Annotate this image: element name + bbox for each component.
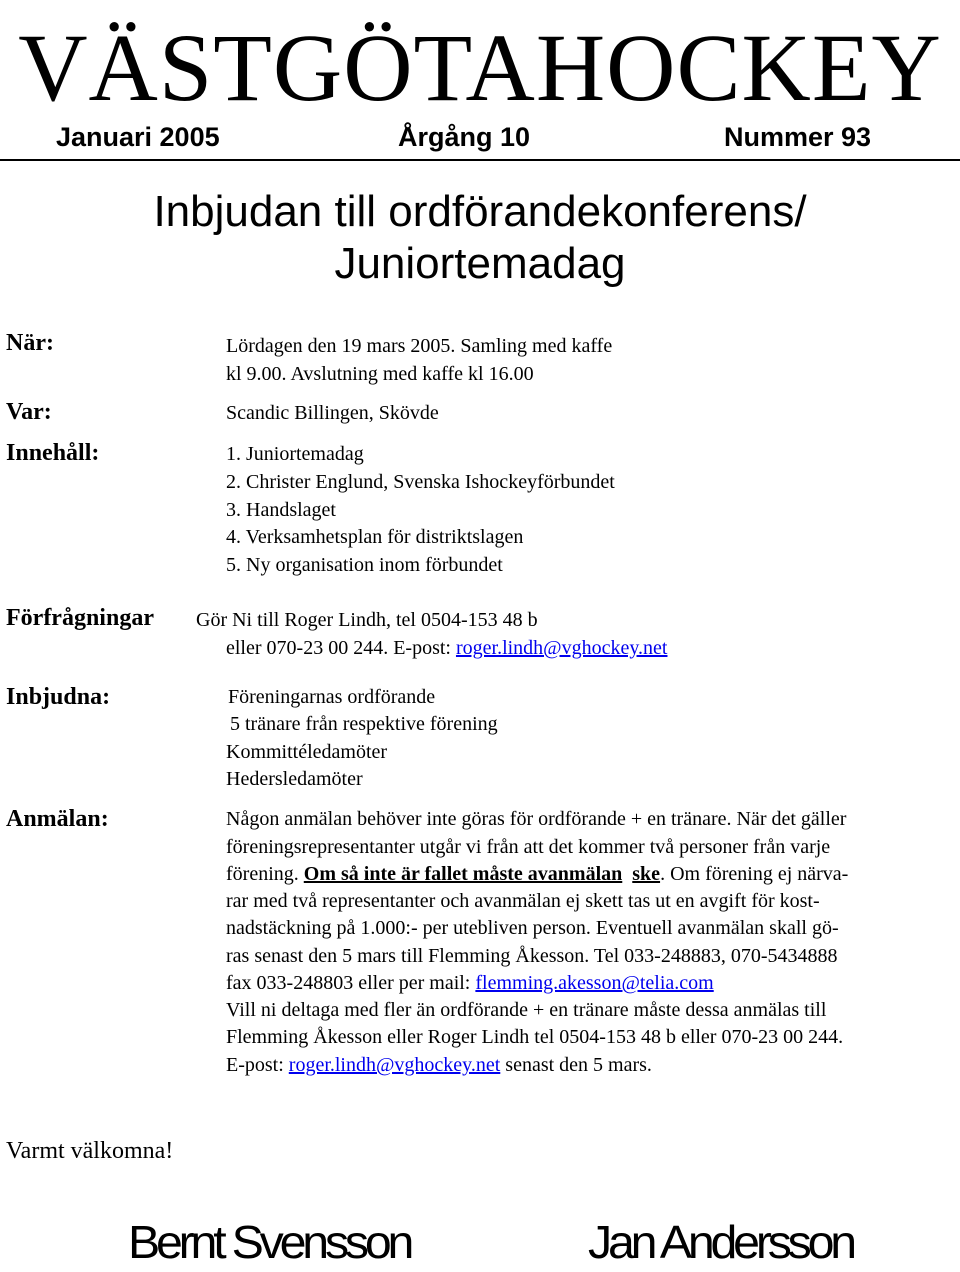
when-line-2: kl 9.00. Avslutning med kaffe kl 16.00 xyxy=(226,363,534,385)
registration-line-8: Vill ni deltaga med fler än ordförande + en tränare måste dessa anmälas till xyxy=(226,999,827,1021)
registration-line-7 xyxy=(226,970,714,997)
content-item-4: 4. Verksamhetsplan för distriktslagen xyxy=(226,526,524,548)
headline-line-1: Inbjudan till ordförandekonferens/ xyxy=(153,187,807,236)
content-item-3: 3. Handslaget xyxy=(226,499,336,521)
where-value: Scandic Billingen, Skövde xyxy=(226,402,439,424)
headline-line-2: Juniortemadag xyxy=(334,239,626,288)
registration-deadline-text: senast den 5 mars. xyxy=(500,1054,652,1076)
registration-line-3 xyxy=(226,861,848,888)
registration-text-cont: . Om förening ej närva- xyxy=(660,863,849,885)
inquiries-line-1: Gör Ni till Roger Lindh, tel 0504-153 48 b xyxy=(196,609,538,631)
inquiries-label: Förfrågningar xyxy=(6,605,154,631)
signature-jan-andersson: Jan Andersson xyxy=(588,1216,853,1268)
invited-item-4: Hedersledamöter xyxy=(226,768,363,790)
issue-month: Januari 2005 xyxy=(56,122,220,152)
where-label: Var: xyxy=(6,399,52,425)
registration-line-1: Någon anmälan behöver inte göras för ordförande + en tränare. När det gäller xyxy=(226,808,847,830)
registration-line-4: rar med två representanter och avanmälan ej skett tas ut en avgift för kost- xyxy=(226,890,820,912)
content-item-1: 1. Juniortemadag xyxy=(226,443,364,465)
registration-line-10 xyxy=(226,1052,652,1079)
when-label: När: xyxy=(6,330,54,356)
registration-emphasis: Om så inte är fallet måste avanmälan xyxy=(303,863,623,885)
invited-item-1: Föreningarnas ordförande xyxy=(228,686,436,708)
inquiries-text: eller 070-23 00 244. E-post: xyxy=(226,637,456,659)
content-item-2: 2. Christer Englund, Svenska Ishockeyförbundet xyxy=(226,471,615,493)
registration-line-6: ras senast den 5 mars till Flemming Åkesson. Tel 033-248883, 070-5434888 xyxy=(226,945,838,967)
registration-line-2: föreningsrepresentanter utgår vi från att det kommer två personer från varje xyxy=(226,836,831,858)
content-item-5: 5. Ny organisation inom förbundet xyxy=(226,554,503,576)
inquiries-email-link[interactable]: roger.lindh@vghockey.net xyxy=(455,637,668,659)
signature-bernt-svensson: Bernt Svensson xyxy=(128,1216,411,1268)
registration-email-link-flemming[interactable]: flemming.akesson@telia.com xyxy=(475,972,714,994)
registration-emphasis-ske: ske xyxy=(632,863,661,885)
issue-number: Nummer 93 xyxy=(724,122,872,152)
invited-label: Inbjudna: xyxy=(6,684,111,710)
registration-line-5: nadstäckning på 1.000:- per utebliven person. Eventuell avanmälan skall gö- xyxy=(226,917,839,939)
registration-epost-text: E-post: xyxy=(226,1054,289,1076)
issue-volume: Årgång 10 xyxy=(398,122,531,152)
header-divider xyxy=(0,159,960,161)
registration-line-9: Flemming Åkesson eller Roger Lindh tel 0504-153 48 b eller 070-23 00 244. xyxy=(226,1026,844,1048)
when-line-1: Lördagen den 19 mars 2005. Samling med kaffe xyxy=(226,335,613,357)
registration-label: Anmälan: xyxy=(6,806,109,832)
content-label: Innehåll: xyxy=(6,440,100,466)
registration-text: förening. xyxy=(226,863,304,885)
registration-email-link-roger[interactable]: roger.lindh@vghockey.net xyxy=(288,1054,501,1076)
masthead-title: VÄSTGÖTAHOCKEY xyxy=(18,14,942,121)
inquiries-line-2 xyxy=(226,634,667,662)
invited-item-2: 5 tränare från respektive förening xyxy=(230,713,498,735)
invited-item-3: Kommittéledamöter xyxy=(226,741,388,763)
closing-greeting: Varmt välkomna! xyxy=(6,1138,174,1164)
registration-fax-text: fax 033-248803 eller per mail: xyxy=(226,972,476,994)
